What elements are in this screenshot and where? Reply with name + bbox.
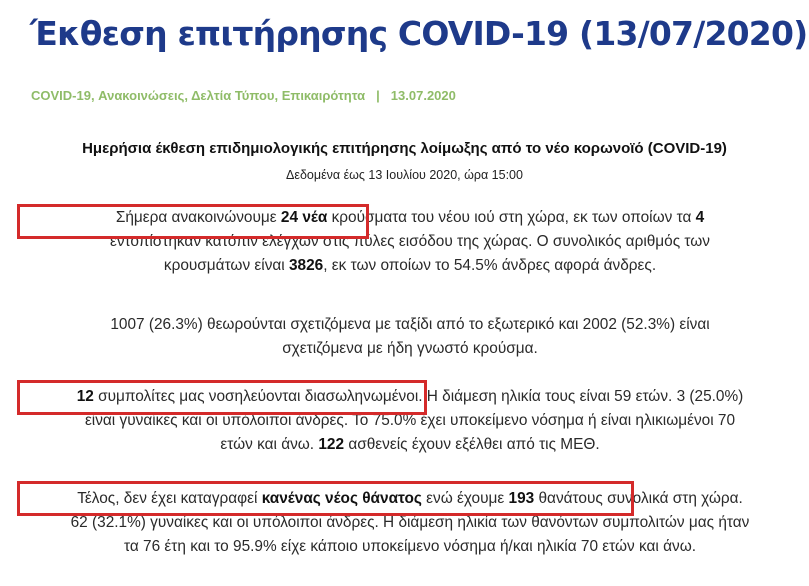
- paragraph-case-origin: [30, 313, 790, 361]
- text-span: συμπολίτες μας νοσηλεύονται διασωληνωμένοι. Η διάμεση ηλικία τους είναι 59 ετών. 3 (25.0%): [93, 388, 744, 405]
- paragraph-line: εντοπίστηκαν κατόπιν ελέγχων στις πύλες εισόδου της χώρας. Ο συνολικός αριθμός των: [109, 233, 710, 250]
- border-cases-count: 4: [695, 209, 705, 226]
- highlight-box-new-cases: [17, 204, 369, 239]
- report-subheading: Δεδομένα έως 13 Ιουλίου 2020, ώρα 15:00: [286, 168, 523, 182]
- text-span: Σήμερα ανακοινώνουμε: [115, 209, 281, 226]
- intubated-count: 12: [76, 388, 94, 405]
- text-span: κρουσμάτων είναι: [163, 257, 289, 274]
- text-span: Τέλος, δεν έχει καταγραφεί: [77, 490, 262, 507]
- highlight-box-intubated: [17, 380, 427, 415]
- report-heading: Ημερήσια έκθεση επιδημιολογικής επιτήρησης λοίμωξης από το νέο κορωνοϊό (COVID-19): [82, 140, 727, 157]
- paragraph-line: είναι γυναίκες και οι υπόλοιποι άνδρες. Το 75.0% έχει υποκείμενο νόσημα ή είναι ηλικιωμένοι 70: [84, 412, 736, 429]
- paragraph-line: τα 76 έτη και το 95.9% είχε κάποιο υποκείμενο νόσημα ή/και ηλικία 70 ετών και άνω.: [124, 538, 696, 555]
- text-span: ενώ έχουμε: [421, 490, 509, 507]
- new-cases-count: 24 νέα: [280, 209, 328, 226]
- text-span: θανάτους συνολικά στη χώρα.: [534, 490, 743, 507]
- paragraph-line: σχετιζόμενα με ήδη γνωστό κρούσμα.: [282, 340, 538, 357]
- paragraph-line: [30, 254, 790, 278]
- paragraph-line: 62 (32.1%) γυναίκες και οι υπόλοιποι άνδρες. Η διάμεση ηλικία των θανόντων συμπολιτών μας ήταν: [70, 514, 750, 531]
- text-span: κρούσματα του νέου ιού στη χώρα, εκ των οποίων τα: [327, 209, 696, 226]
- total-deaths-count: 193: [508, 490, 535, 507]
- text-span: , εκ των οποίων το 54.5% άνδρες αφορά άνδρες.: [323, 257, 657, 274]
- category-links[interactable]: COVID-19, Ανακοινώσεις, Δελτία Τύπου, Επικαιρότητα: [31, 88, 366, 103]
- total-cases-count: 3826: [288, 257, 324, 274]
- page-title: Έκθεση επιτήρησης COVID-19 (13/07/2020): [30, 14, 808, 53]
- icu-discharged-count: 122: [318, 436, 345, 453]
- article-meta: [31, 88, 456, 103]
- paragraph-line: 1007 (26.3%) θεωρούνται σχετιζόμενα με ταξίδι από το εξωτερικό και 2002 (52.3%) είναι: [110, 316, 710, 333]
- meta-separator: |: [376, 88, 380, 103]
- text-span: ασθενείς έχουν εξέλθει από τις ΜΕΘ.: [344, 436, 600, 453]
- text-span: ετών και άνω.: [220, 436, 319, 453]
- highlight-box-deaths: [17, 481, 634, 516]
- no-new-deaths: κανένας νέος θάνατος: [261, 490, 422, 507]
- paragraph-line: [30, 433, 790, 457]
- publish-date: 13.07.2020: [390, 88, 456, 103]
